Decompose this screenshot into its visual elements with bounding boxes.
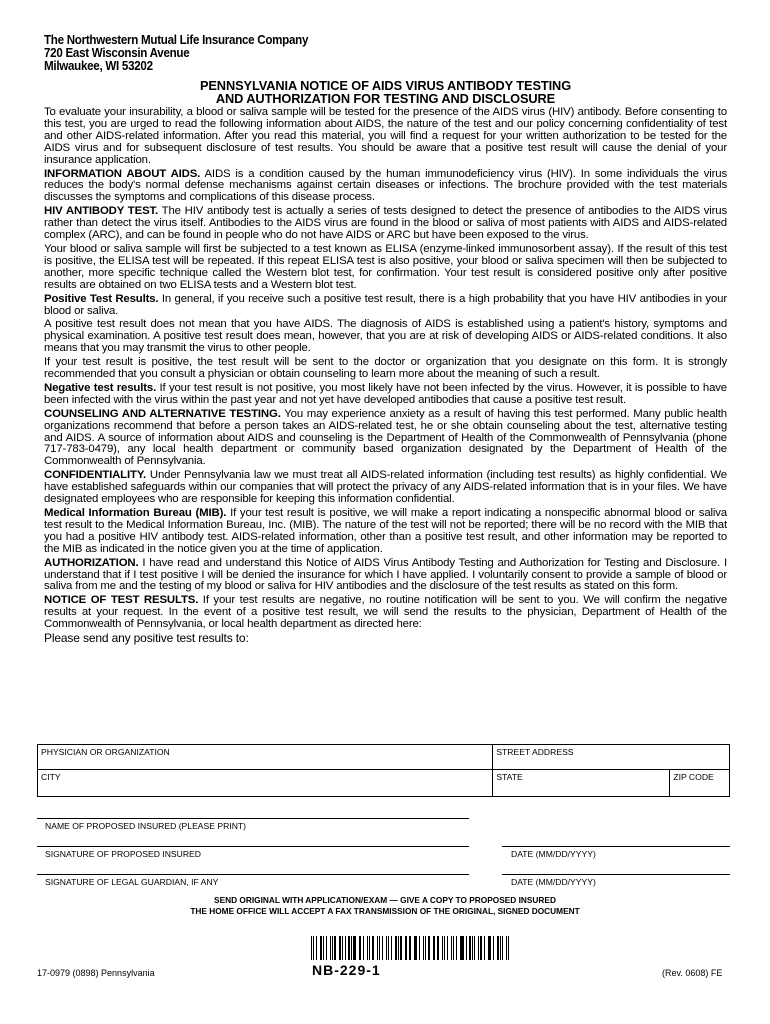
- city-label: CITY: [41, 772, 61, 782]
- negative-heading: Negative test results.: [44, 381, 157, 394]
- state-label: STATE: [496, 772, 523, 782]
- intro-paragraph: To evaluate your insurability, a blood or saliva sample will be tested for the presence of the AIDS virus (HIV) antibody. Before consenting to this test, you are urged to read the following information about AIDS, the nature of the test and our policy concerning confidentiality of test and other AIDS-related information. After you read this material, you will find a request for your written authorization to be tested for the AIDS virus and for subsequent disclosure of test results. You should be aware that a positive test result will cause the denial of your insurance application.: [44, 106, 727, 166]
- positive-paragraph-2: A positive test result does not mean that you have AIDS. The diagnosis of AIDS is established using a patient's history, symptoms and physical examination. A positive test result does mean, however, that you are at risk of developing AIDS or AIDS-related conditions. It also means that you may transmit the virus to other people.: [44, 318, 727, 355]
- zip-code-label: ZIP CODE: [673, 772, 714, 782]
- company-address-line2: Milwaukee, WI 53202: [44, 59, 153, 73]
- name-label: NAME OF PROPOSED INSURED (PLEASE PRINT): [45, 821, 247, 831]
- positive-paragraph-3: If your test result is positive, the test result will be sent to the doctor or organization that you designate on this form. It is strongly recommended that you consult a physician or obtain counseling to learn more about the meaning of such a result.: [44, 356, 727, 381]
- mib-text: If your test result is positive, we will make a report indicating a nonspecific abnormal blood or saliva test result to the Medical Information Bureau, Inc. (MIB). The nature of the test will not be reported; there will be no record with the MIB that you had a positive HIV antibody test. AIDS-related information, other than a positive test result, and other information may be reported to the MIB as indicated in the notice given you at the time of application.: [44, 507, 727, 555]
- counseling-section: [44, 409, 727, 469]
- street-address-field[interactable]: [493, 745, 730, 770]
- guardian-signature-line[interactable]: [37, 874, 469, 875]
- barcode: [311, 936, 511, 960]
- date-line-2[interactable]: [502, 874, 730, 875]
- name-line[interactable]: [37, 818, 469, 819]
- city-field[interactable]: [38, 770, 493, 797]
- negative-section: [44, 383, 727, 407]
- info-text: AIDS is a condition caused by the human immunodeficiency virus (HIV). In some individuals the virus reduces the body's normal defense mechanisms against certain diseases or infections. The brochure provided with the test materials discusses the symptoms and complications of this disease process.: [44, 167, 727, 204]
- date-label-1: DATE (MM/DD/YYYY): [511, 849, 596, 859]
- positive-heading: Positive Test Results.: [44, 292, 159, 305]
- results-recipient-table: [37, 744, 730, 797]
- send-results-label: Please send any positive test results to:: [44, 631, 249, 646]
- company-address-line1: 720 East Wisconsin Avenue: [44, 46, 190, 60]
- authorization-section: [44, 558, 727, 594]
- positive-section: [44, 294, 727, 318]
- hiv-heading: HIV ANTIBODY TEST.: [44, 205, 159, 218]
- state-field[interactable]: [493, 770, 670, 797]
- counseling-text: You may experience anxiety as a result of having this test performed. Many public health organizations recommend that before a person takes an AIDS-related test, he or she obtain counseling about the test, alternative testing and AIDS. A source of information about AIDS and counseling is the Department of Health of the Commonwealth of Pennsylvania (phone 717-783-0479), any local health department or community based organization designated by the Department of Health of the Commonwealth of Pennsylvania.: [44, 407, 727, 468]
- document-title-line1: PENNSYLVANIA NOTICE OF AIDS VIRUS ANTIBODY TESTING: [199, 78, 572, 93]
- physician-label: PHYSICIAN OR ORGANIZATION: [41, 747, 170, 757]
- signature-line[interactable]: [37, 846, 469, 847]
- physician-field[interactable]: [38, 745, 493, 770]
- elisa-paragraph: Your blood or saliva sample will first be subjected to a test known as ELISA (enzyme-linked immunosorbent assay). If the result of this test is positive, the ELISA test will be repeated. If this repeat ELISA test is also positive, your blood or saliva specimen will then be subjected to another, more specific technique called the Western blot test, for confirmation. Your test result is considered positive only after positive results are obtained on two ELISA tests and a Western blot test.: [44, 242, 727, 291]
- notice-results-section: [44, 595, 727, 631]
- counseling-heading: COUNSELING AND ALTERNATIVE TESTING.: [44, 407, 281, 420]
- mib-heading: Medical Information Bureau (MIB).: [44, 507, 227, 519]
- confidentiality-text: Under Pennsylvania law we must treat all AIDS-related information (including test results) as highly confidential. We have established safeguards within our companies that will protect the privacy of any AIDS-related information that is in your files. We have designated employees who are responsible for keeping this information confidential.: [44, 469, 727, 506]
- company-name: The Northwestern Mutual Life Insurance Company: [44, 33, 309, 47]
- confidentiality-heading: CONFIDENTIALITY.: [44, 469, 147, 482]
- street-address-label: STREET ADDRESS: [496, 747, 574, 757]
- info-heading: INFORMATION ABOUT AIDS.: [44, 167, 201, 180]
- notice-body: [44, 107, 727, 645]
- send-original-note: SEND ORIGINAL WITH APPLICATION/EXAM — GIVE A COPY TO PROPOSED INSURED: [214, 895, 556, 905]
- revision-code: (Rev. 0608) FE: [662, 968, 723, 978]
- hiv-section: [44, 206, 727, 242]
- positive-text: In general, if you receive such a positive test result, there is a high probability that you have HIV antibodies in your blood or saliva.: [44, 292, 727, 317]
- notice-results-heading: NOTICE OF TEST RESULTS.: [44, 594, 199, 607]
- signature-label: SIGNATURE OF PROPOSED INSURED: [45, 849, 201, 859]
- fax-note: THE HOME OFFICE WILL ACCEPT A FAX TRANSMISSION OF THE ORIGINAL, SIGNED DOCUMENT: [190, 906, 580, 916]
- form-code: 17-0979 (0898) Pennsylvania: [37, 968, 155, 978]
- notice-page: [44, 34, 727, 647]
- date-line-1[interactable]: [502, 846, 730, 847]
- zip-code-field[interactable]: [670, 770, 730, 797]
- authorization-text: I have read and understand this Notice of AIDS Virus Antibody Testing and Authorization for Testing and Disclosure. I understand that if I test positive I will be denied the insurance for which I have applied. I voluntarily consent to provide a sample of blood or saliva from me and the testing of my blood or saliva for HIV antibodies and the disclosure of the test results as stated on this form.: [44, 556, 727, 593]
- form-number: NB-229-1: [312, 962, 381, 978]
- confidentiality-section: [44, 470, 727, 506]
- hiv-text: The HIV antibody test is actually a series of tests designed to detect the presence of antibodies to the AIDS virus rather than detect the virus itself. Antibodies to the AIDS virus are found in the blood or saliva of most patients with AIDS and AIDS-related complex (ARC), and can be found in people who do not have AIDS or ARC but have been exposed to the virus.: [44, 205, 727, 242]
- date-label-2: DATE (MM/DD/YYYY): [511, 877, 596, 887]
- mib-section: [44, 508, 727, 556]
- notice-results-text: If your test results are negative, no routine notification will be sent to you. We will confirm the negative results at your request. In the event of a positive test result, we will send the results to the physician, Department of Health of the Commonwealth of Pennsylvania, or local health department as directed here:: [44, 594, 727, 631]
- negative-text: If your test result is not positive, you most likely have not been infected by the virus. However, it is possible to have been infected with the virus within the past year and not yet have developed antibodies that cause a positive test result.: [44, 381, 727, 406]
- document-title-line2: AND AUTHORIZATION FOR TESTING AND DISCLOSURE: [215, 91, 556, 106]
- info-section: [44, 169, 727, 205]
- authorization-heading: AUTHORIZATION.: [44, 556, 139, 569]
- guardian-signature-label: SIGNATURE OF LEGAL GUARDIAN, IF ANY: [45, 877, 219, 887]
